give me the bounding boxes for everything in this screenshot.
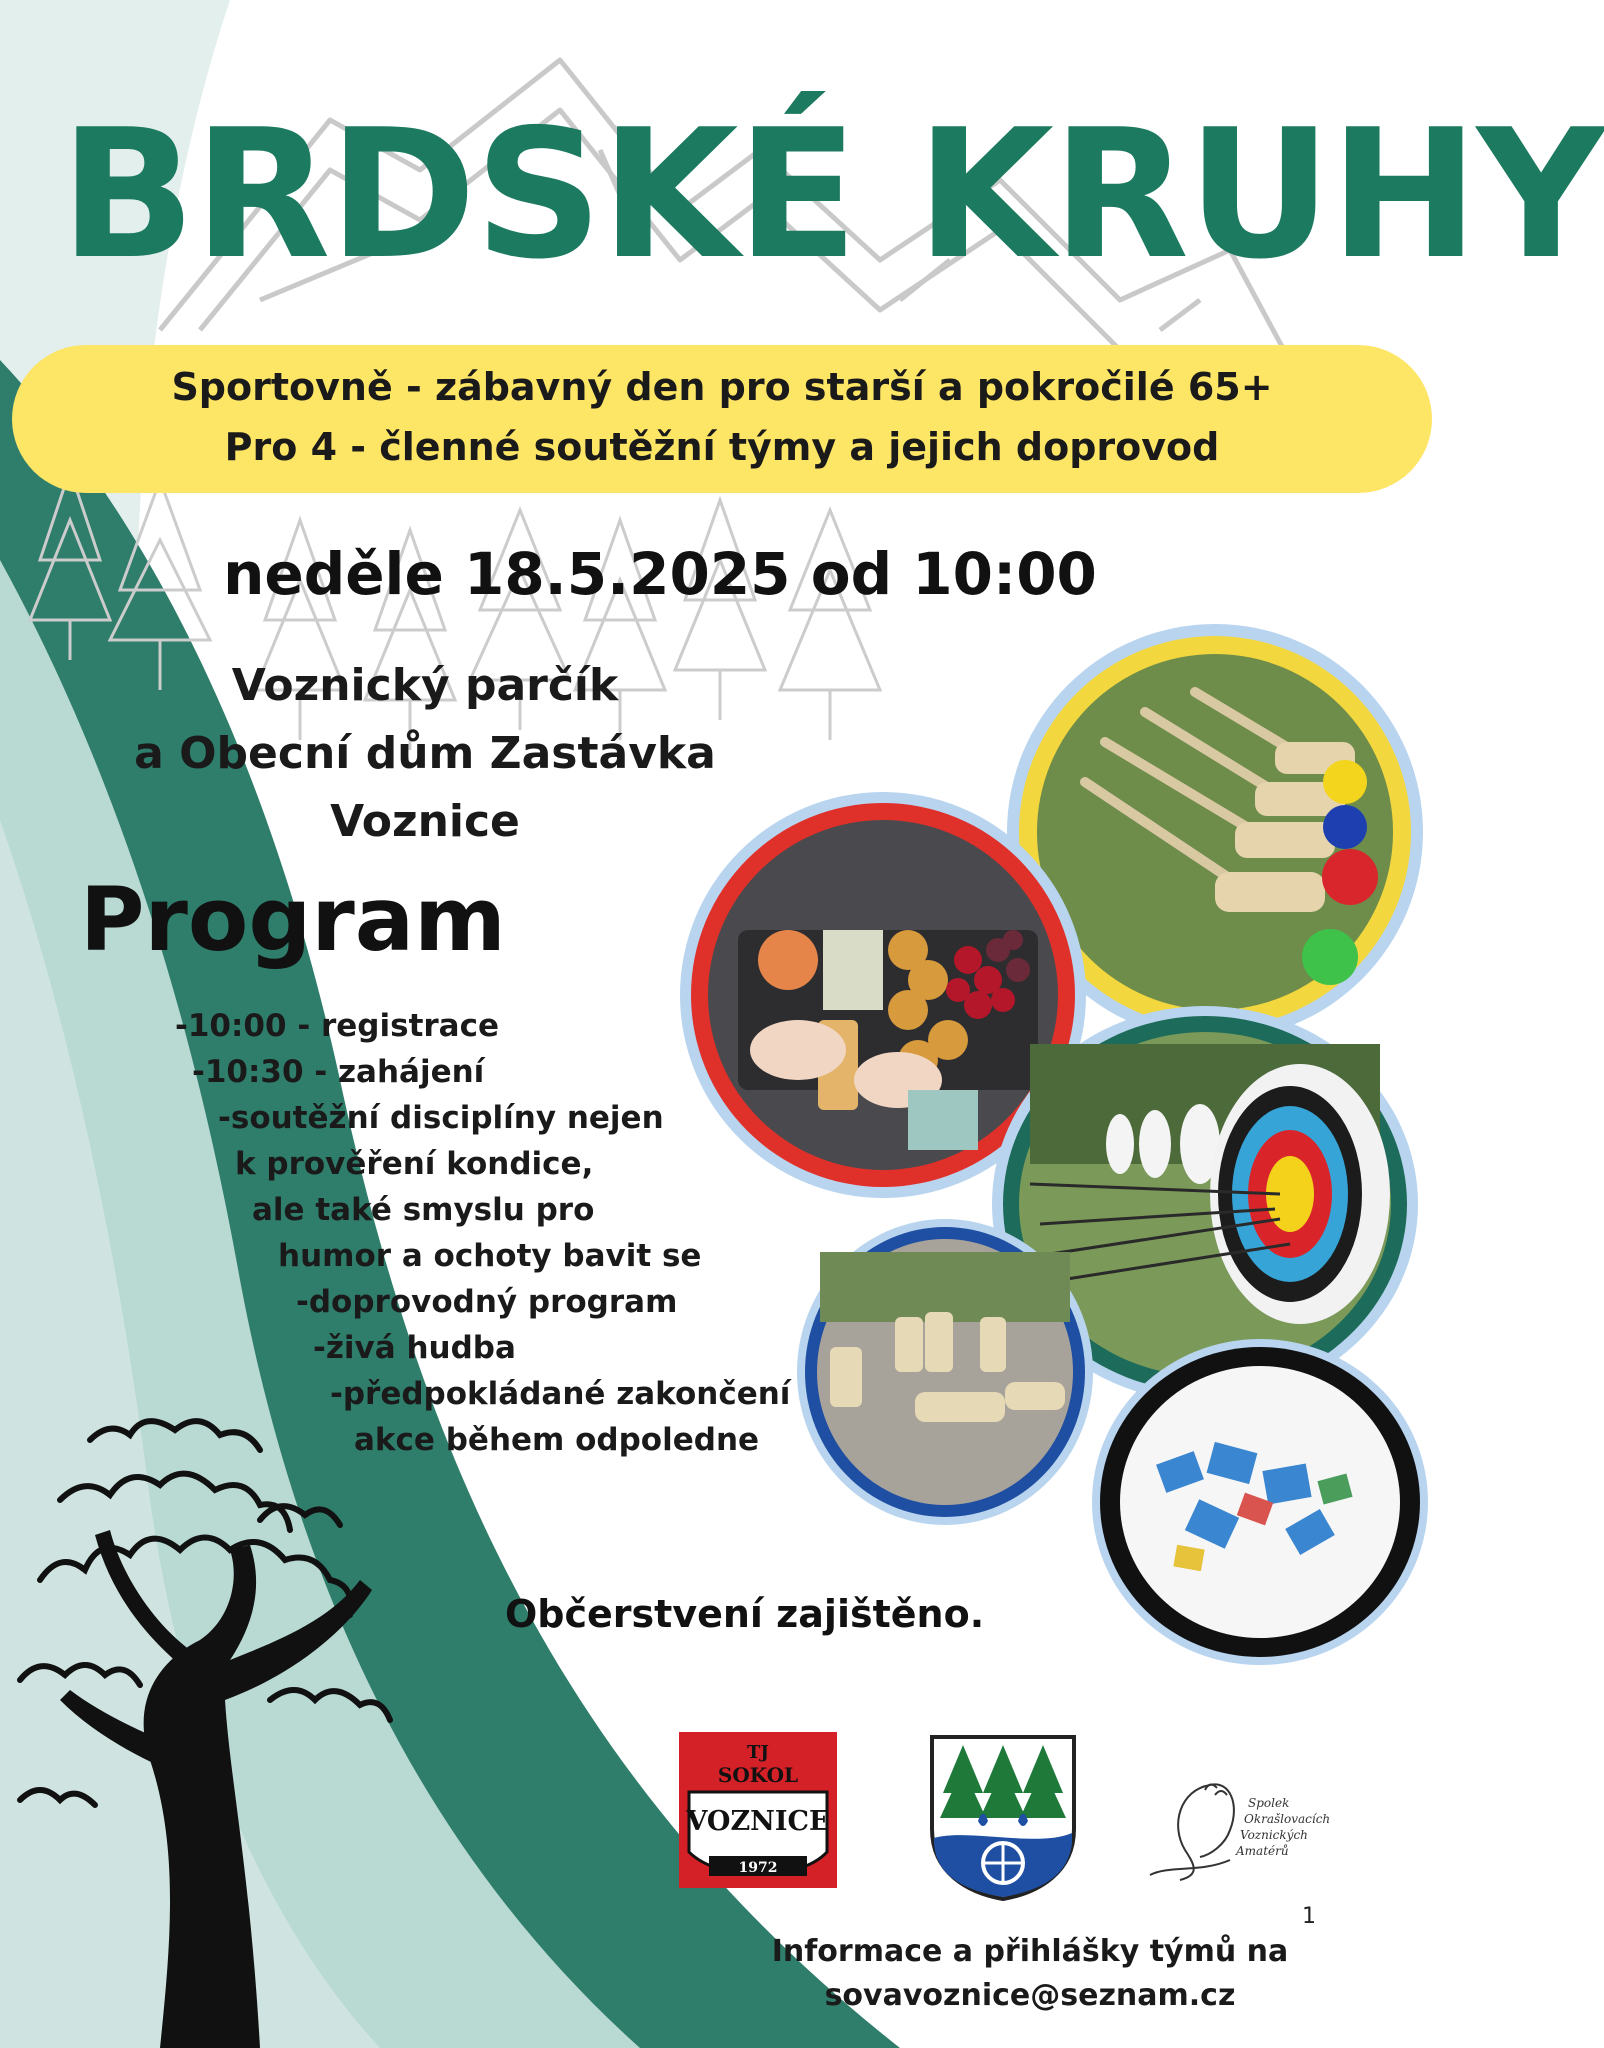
venue-line-2: a Obecní dům Zastávka bbox=[134, 728, 716, 779]
program-item: -10:00 - registrace bbox=[175, 1008, 500, 1044]
contact-line: Informace a přihlášky týmů na bbox=[771, 1934, 1289, 1969]
sokol-logo-voznice: VOZNICE bbox=[686, 1806, 830, 1837]
program-item: k prověření kondice, bbox=[235, 1146, 594, 1182]
spolek-line-1: Spolek bbox=[1248, 1796, 1290, 1810]
program-item: -doprovodný program bbox=[296, 1284, 678, 1320]
puzzle-photo bbox=[1090, 1337, 1430, 1667]
venue bbox=[120, 652, 730, 856]
contact-email: sovavoznice@seznam.cz bbox=[824, 1978, 1236, 2013]
spolek-line-2: Okrašlovacích bbox=[1244, 1812, 1331, 1826]
sokol-logo-sokol: SOKOL bbox=[717, 1763, 799, 1787]
program-item: -předpokládané zakončení bbox=[330, 1376, 791, 1412]
venue-line-3: Voznice bbox=[330, 796, 520, 847]
page-number: 1 bbox=[1302, 1904, 1316, 1929]
molkky-photo bbox=[795, 1217, 1095, 1527]
program-item: -živá hudba bbox=[313, 1330, 516, 1366]
spolek-owl-logo bbox=[1140, 1765, 1340, 1885]
program-item: humor a ochoty bavit se bbox=[278, 1238, 702, 1274]
program-heading: Program bbox=[80, 868, 506, 971]
banner-line-2: Pro 4 - členné soutěžní týmy a jejich doprovod bbox=[224, 425, 1220, 469]
subtitle-banner bbox=[12, 345, 1432, 493]
event-title: BRDSKÉ KRUHY bbox=[60, 91, 1604, 298]
program-item: ale také smyslu pro bbox=[252, 1192, 595, 1228]
refreshments-note: Občerstvení zajištěno. bbox=[505, 1592, 985, 1636]
coat-of-arms bbox=[928, 1733, 1078, 1901]
banner-line-1: Sportovně - zábavný den pro starší a pokročilé 65+ bbox=[171, 365, 1273, 409]
program-item: -soutěžní disciplíny nejen bbox=[218, 1100, 664, 1136]
venue-line-1: Voznický parčík bbox=[231, 660, 619, 711]
sokol-logo bbox=[679, 1732, 837, 1888]
sokol-logo-year: 1972 bbox=[738, 1860, 778, 1876]
contact-info bbox=[770, 1930, 1290, 2018]
program-item: -10:30 - zahájení bbox=[192, 1054, 485, 1090]
spolek-line-3: Voznických bbox=[1240, 1828, 1308, 1842]
sokol-logo-tj: TJ bbox=[747, 1742, 769, 1763]
event-date: neděle 18.5.2025 od 10:00 bbox=[223, 540, 1097, 608]
spolek-line-4: Amatérů bbox=[1236, 1844, 1289, 1858]
program-item: akce během odpoledne bbox=[354, 1422, 760, 1458]
